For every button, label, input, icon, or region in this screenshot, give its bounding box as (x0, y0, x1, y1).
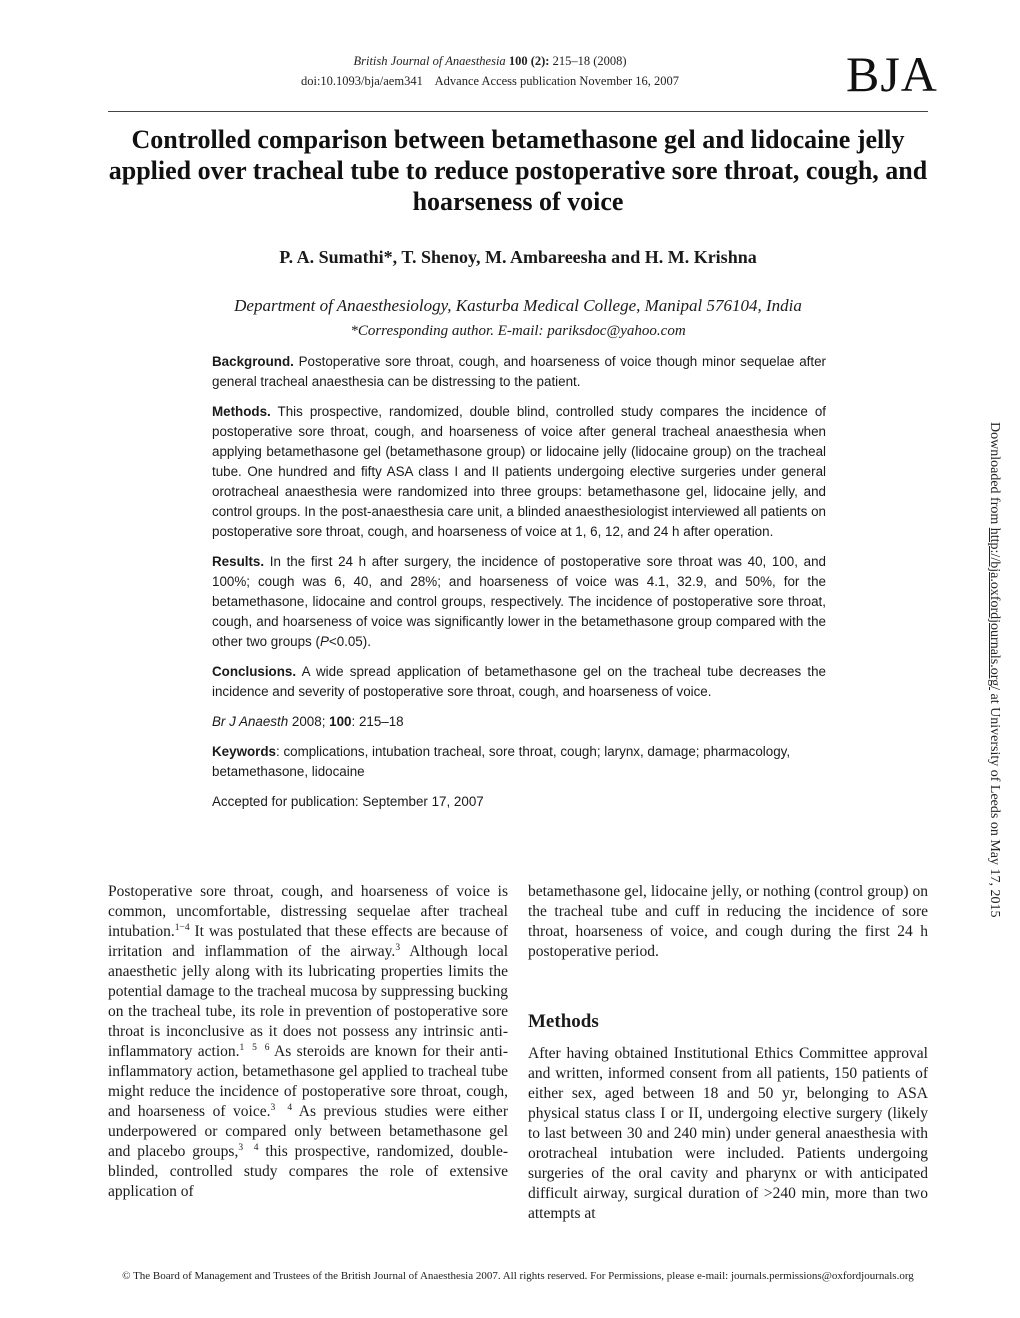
journal-pages-year: 215–18 (2008) (552, 54, 627, 68)
citation-volume: 100 (329, 714, 352, 729)
intro-text-1: Postoperative sore throat, cough, and hoarseness of voice is common, uncomfortable, distressing sequelae after tracheal intubation. (108, 883, 508, 940)
citation-journal: Br J Anaesth (212, 714, 289, 729)
body-left-column (108, 882, 508, 1202)
intro-continued: betamethasone gel, lidocaine jelly, or nothing (control group) on the tracheal tube and cuff in reducing the incidence of sore throat, hoarseness of voice, and cough during the first 24 h postoperative period. (528, 883, 928, 960)
keywords (212, 742, 826, 782)
abstract (212, 352, 826, 822)
keywords-label: Keywords (212, 744, 276, 759)
abstract-conclusions (212, 662, 826, 702)
citation-superscript[interactable]: 1 5 6 (239, 1042, 270, 1053)
journal-url-link[interactable]: http://bja.oxfordjournals.org/ (987, 527, 1002, 691)
journal-name: British Journal of Anaesthesia (353, 54, 506, 68)
citation-superscript[interactable]: 3 4 (270, 1102, 293, 1113)
keywords-text: : complications, intubation tracheal, sore throat, cough; larynx, damage; pharmacology, betamethasone, lidocaine (212, 744, 791, 779)
intro-text-4: As steroids are known for their anti-inflammatory action, betamethasone gel applied to tracheal tube might reduce the incidence of postoperative sore throat, cough, and hoarseness of voice. (108, 1043, 508, 1120)
intro-text-6: this prospective, randomized, double-blinded, controlled study compares the role of extensive application of (108, 1143, 508, 1200)
intro-text-2: It was postulated that these effects are because of irritation and inflammation of the airway. (108, 923, 508, 960)
methods-label: Methods. (212, 404, 271, 419)
journal-issue: (2): (530, 54, 550, 68)
introduction-paragraph (108, 882, 508, 1202)
accepted-date: Accepted for publication: September 17, 2007 (212, 794, 484, 809)
abstract-results (212, 552, 826, 652)
download-suffix: at University of Leeds on May 17, 2015 (987, 690, 1002, 918)
results-p-value: <0.05). (328, 634, 371, 649)
download-note (984, 422, 1004, 918)
methods-heading: Methods (528, 1011, 599, 1032)
article-title: Controlled comparison between betamethasone gel and lidocaine jelly applied over tracheal tube to reduce postoperative sore throat, cough, and hoarseness of voice (108, 125, 928, 216)
journal-volume: 100 (508, 54, 528, 68)
body-right-column (528, 882, 928, 1224)
copyright-footer: © The Board of Management and Trustees of the British Journal of Anaesthesia 2007. All rights reserved. For Permissions, please e-mail: journals.permissions@oxfordjournals.org (122, 1270, 914, 1282)
doi[interactable]: doi:10.1093/bja/aem341 (300, 74, 423, 88)
citation-superscript[interactable]: 3 4 (238, 1142, 259, 1153)
methods-paragraph: After having obtained Institutional Ethics Committee approval and written, informed consent from all patients, 150 patients of either sex, aged between 18 and 50 yr, belonging to ASA physical status class I or II, undergoing elective surgery (likely to last between 30 and 240 min) under general anaesthesia with orotracheal intubation were included. Patients undergoing surgeries of the oral cavity and pharynx or with anticipated difficult airway, surgical duration of >240 min, more than two attempts at (528, 1045, 928, 1222)
citation-year: 2008; (291, 714, 326, 729)
corresponding-author: *Corresponding author. E-mail: pariksdoc@yahoo.com (350, 323, 686, 339)
bja-logo: BJA (846, 46, 938, 102)
citation-superscript[interactable]: 1−4 (174, 922, 190, 933)
results-label: Results. (212, 554, 265, 569)
abstract-methods (212, 402, 826, 542)
conclusions-text: A wide spread application of betamethasone gel on the tracheal tube decreases the incidence and severity of postoperative sore throat, cough, and hoarseness of voice. (212, 664, 826, 699)
download-prefix: Downloaded from (987, 422, 1002, 528)
doi-line (250, 72, 730, 90)
intro-text-5: As previous studies were either underpowered or compared only between betamethasone gel and placebo groups, (108, 1103, 508, 1160)
citation-superscript[interactable]: 3 (395, 942, 401, 953)
results-p-symbol: P (319, 634, 329, 649)
advance-access: Advance Access publication November 16, 2007 (434, 74, 680, 88)
abstract-citation (212, 712, 826, 732)
citation-pages: : 215–18 (351, 714, 404, 729)
background-label: Background. (212, 354, 294, 369)
background-text: Postoperative sore throat, cough, and hoarseness of voice though minor sequelae after general tracheal anaesthesia can be distressing to the patient. (212, 354, 826, 389)
header-divider (108, 111, 928, 112)
methods-text: This prospective, randomized, double blind, controlled study compares the incidence of postoperative sore throat, cough, and hoarseness of voice after general tracheal anaesthesia when applying betamethasone gel (betamethasone group) or lidocaine jelly (lidocaine group) on the tracheal tube. One hundred and fifty ASA class I and II patients undergoing elective surgeries under general orotracheal anaesthesia were randomized into three groups: betamethasone gel, lidocaine jelly, and control groups. In the post-anaesthesia care unit, a blinded anaesthesiologist interviewed all patients on postoperative sore throat, cough, and hoarseness of voice at 1, 6, 12, and 24 h after operation. (212, 404, 827, 539)
author-list: P. A. Sumathi*, T. Shenoy, M. Ambareesha and H. M. Krishna (279, 247, 757, 267)
affiliation: Department of Anaesthesiology, Kasturba Medical College, Manipal 576104, India (234, 296, 802, 315)
intro-text-3: Although local anaesthetic jelly along with its lubricating properties limits the potential damage to the tracheal mucosa by suppressing bucking on the tracheal tube, its role in prevention of postoperative sore throat is inconclusive as it does not possess any intrinsic anti-inflammatory action. (108, 943, 509, 1060)
conclusions-label: Conclusions. (212, 664, 297, 679)
results-text: In the first 24 h after surgery, the incidence of postoperative sore throat was 40, 100, and 100%; cough was 6, 40, and 28%; and hoarseness of voice was 4.1, 32.9, and 50%, for the betamethasone, lidocaine and control groups, respectively. The incidence of postoperative sore throat, cough, and hoarseness of voice was significantly lower in the betamethasone group compared with the other two groups ( (212, 554, 826, 649)
journal-citation-line (250, 52, 730, 70)
abstract-background (212, 352, 826, 392)
